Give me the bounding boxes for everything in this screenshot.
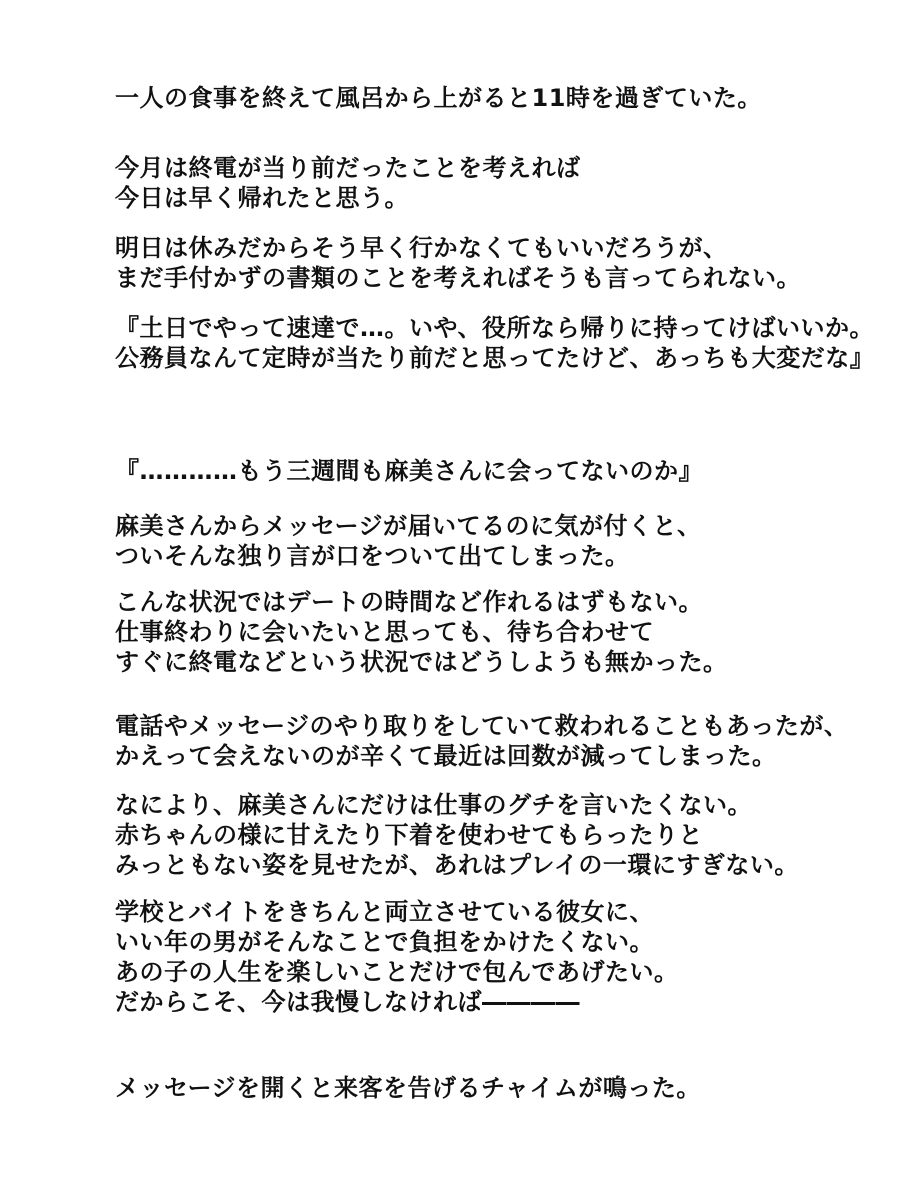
text-line: 電話やメッセージのやり取りをしていて救われることもあったが、 xyxy=(115,712,849,740)
text-line: すぐに終電などという状況ではどうしようも無かった。 xyxy=(115,648,728,676)
text-line: みっともない姿を見せたが、あれはプレイの一環にすぎない。 xyxy=(115,851,799,879)
text-line: 学校とバイトをきちんと両立させている彼女に、 xyxy=(115,898,654,926)
text-line: 仕事終わりに会いたいと思っても、待ち合わせて xyxy=(115,618,654,646)
text-line: 公務員なんて定時が当たり前だと思ってたけど、あっちも大変だな』 xyxy=(115,344,875,372)
text-line: 『…………もう三週間も麻美さんに会ってないのか』 xyxy=(115,457,703,485)
text-line: 今月は終電が当り前だったことを考えれば xyxy=(115,154,581,182)
text-line: 赤ちゃんの様に甘えたり下着を使わせてもらったりと xyxy=(115,821,703,849)
text-line: 『土日でやって速達で…。いや、役所なら帰りに持ってけばいいか。 xyxy=(115,314,875,342)
text-line: まだ手付かずの書類のことを考えればそうも言ってられない。 xyxy=(115,264,801,292)
text-line: ついそんな独り言が口をついて出てしまった。 xyxy=(115,542,630,570)
text-line: 明日は休みだからそう早く行かなくてもいいだろうが、 xyxy=(115,234,728,262)
text-line: かえって会えないのが辛くて最近は回数が減ってしまった。 xyxy=(115,742,777,770)
text-line: メッセージを開くと来客を告げるチャイムが鳴った。 xyxy=(115,1074,701,1102)
text-line: なにより、麻美さんにだけは仕事のグチを言いたくない。 xyxy=(115,791,752,819)
text-line: だからこそ、今は我慢しなければ―――― xyxy=(115,988,581,1016)
text-line: あの子の人生を楽しいことだけで包んであげたい。 xyxy=(115,958,679,986)
text-line: 麻美さんからメッセージが届いてるのに気が付くと、 xyxy=(115,512,702,540)
text-line: こんな状況ではデートの時間など作れるはずもない。 xyxy=(115,588,703,616)
text-line: 今日は早く帰れたと思う。 xyxy=(115,184,409,212)
text-line: 一人の食事を終えて風呂から上がると11時を過ぎていた。 xyxy=(115,84,762,112)
text-line: いい年の男がそんなことで負担をかけたくない。 xyxy=(115,928,654,956)
